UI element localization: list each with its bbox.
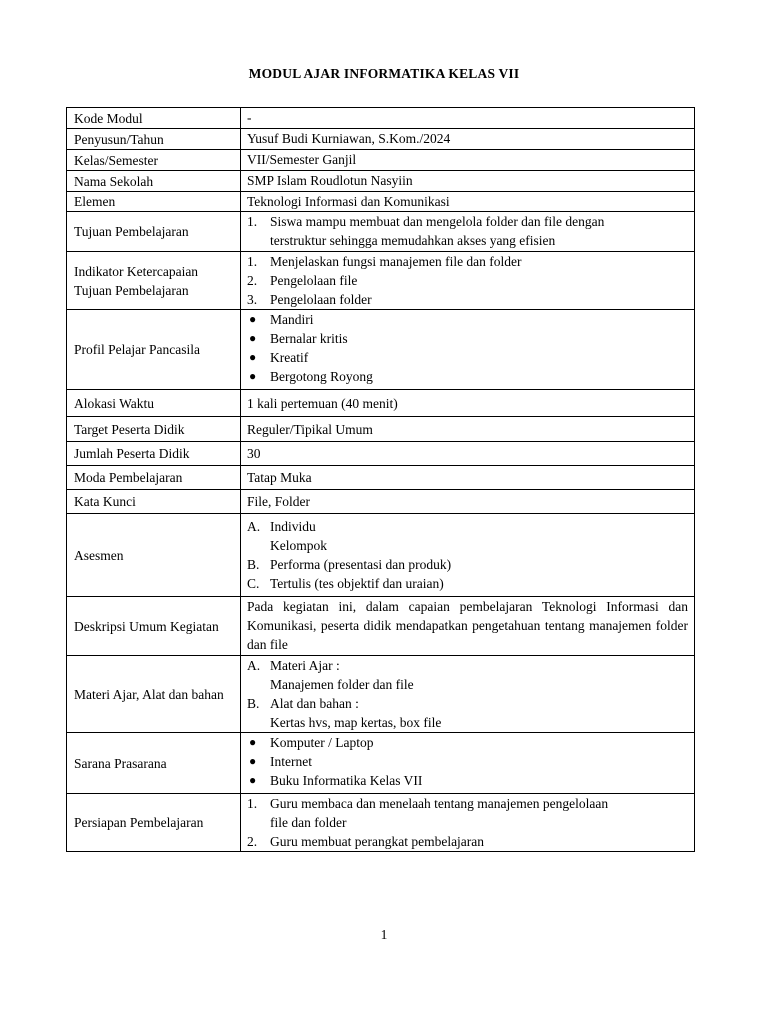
row-value: Tatap Muka	[241, 466, 695, 490]
module-table	[66, 107, 695, 852]
list-item	[247, 771, 688, 790]
list-item-text: Komputer / Laptop	[270, 735, 374, 750]
list-item	[247, 252, 688, 271]
row-value: Teknologi Informasi dan Komunikasi	[241, 192, 695, 212]
list-item-text: Performa (presentasi dan produk)	[270, 557, 452, 572]
table-row	[67, 390, 695, 417]
row-value	[241, 212, 695, 252]
list-item-text: Pengelolaan folder	[270, 292, 372, 307]
lettered-list	[247, 517, 688, 593]
list-marker: A.	[247, 519, 261, 534]
list-item	[247, 694, 688, 732]
list-item	[247, 212, 688, 250]
row-label: Asesmen	[67, 514, 241, 597]
list-marker: B.	[247, 557, 260, 572]
row-label: Alokasi Waktu	[67, 390, 241, 417]
row-value: Reguler/Tipikal Umum	[241, 417, 695, 442]
list-item-text: Alat dan bahan :	[270, 696, 359, 711]
row-label: Persiapan Pembelajaran	[67, 794, 241, 852]
bullet-icon: ●	[249, 773, 257, 787]
list-marker: 2.	[247, 273, 258, 288]
row-label: Sarana Prasarana	[67, 733, 241, 794]
row-value: -	[241, 108, 695, 129]
table-row	[67, 794, 695, 852]
table-row	[67, 597, 695, 656]
list-marker: 2.	[247, 834, 258, 849]
table-row	[67, 417, 695, 442]
list-item-text-cont: terstruktur sehingga memudahkan akses yang efisien	[270, 233, 556, 248]
bullet-list	[247, 733, 688, 790]
bullet-icon: ●	[249, 735, 257, 749]
row-value	[241, 733, 695, 794]
row-label: Indikator Ketercapaian Tujuan Pembelajaran	[67, 252, 241, 310]
bullet-icon: ●	[249, 331, 257, 345]
list-item	[247, 656, 688, 694]
row-label: Target Peserta Didik	[67, 417, 241, 442]
lettered-list	[247, 656, 688, 732]
list-item	[247, 271, 688, 290]
list-item-text-cont: Kertas hvs, map kertas, box file	[270, 715, 442, 730]
list-item	[247, 794, 688, 832]
row-label: Jumlah Peserta Didik	[67, 442, 241, 466]
numbered-list	[247, 794, 688, 851]
numbered-list	[247, 212, 688, 250]
list-item-text-cont: Manajemen folder dan file	[270, 677, 414, 692]
table-row	[67, 252, 695, 310]
list-item	[247, 733, 688, 752]
row-label: Kelas/Semester	[67, 150, 241, 171]
list-item	[247, 832, 688, 851]
row-label: Tujuan Pembelajaran	[67, 212, 241, 252]
list-marker: C.	[247, 576, 260, 591]
list-item-text: Guru membuat perangkat pembelajaran	[270, 834, 485, 849]
list-item	[247, 367, 688, 386]
row-value: File, Folder	[241, 490, 695, 514]
row-value	[241, 252, 695, 310]
table-row	[67, 656, 695, 733]
table-row	[67, 171, 695, 192]
bullet-icon: ●	[249, 312, 257, 326]
table-row	[67, 150, 695, 171]
list-item-text: Internet	[270, 754, 312, 769]
list-item-text: Bernalar kritis	[270, 331, 348, 346]
list-item-text: Individu	[270, 519, 316, 534]
list-item	[247, 329, 688, 348]
list-item-text: Menjelaskan fungsi manajemen file dan folder	[270, 254, 522, 269]
row-label: Profil Pelajar Pancasila	[67, 310, 241, 390]
bullet-icon: ●	[249, 754, 257, 768]
row-value: Pada kegiatan ini, dalam capaian pembelajaran Teknologi Informasi dan Komunikasi, peserta didik mendapatkan pengetahuan tentang manajemen folder dan file	[241, 597, 695, 656]
row-value: Yusuf Budi Kurniawan, S.Kom./2024	[241, 129, 695, 150]
table-row	[67, 733, 695, 794]
row-value	[241, 310, 695, 390]
row-value: 30	[241, 442, 695, 466]
list-marker: B.	[247, 696, 260, 711]
row-value: VII/Semester Ganjil	[241, 150, 695, 171]
list-marker: 1.	[247, 796, 258, 811]
list-marker: 1.	[247, 254, 258, 269]
row-value	[241, 794, 695, 852]
page-number: 1	[380, 927, 388, 942]
row-label: Nama Sekolah	[67, 171, 241, 192]
row-label: Moda Pembelajaran	[67, 466, 241, 490]
row-label: Kode Modul	[67, 108, 241, 129]
table-row	[67, 108, 695, 129]
list-item-text: Kreatif	[270, 350, 309, 365]
list-item-text-cont: file dan folder	[270, 815, 347, 830]
table-row	[67, 212, 695, 252]
row-label: Deskripsi Umum Kegiatan	[67, 597, 241, 656]
table-row	[67, 490, 695, 514]
numbered-list	[247, 252, 688, 309]
list-item	[247, 517, 688, 555]
list-item-text: Tertulis (tes objektif dan uraian)	[270, 576, 444, 591]
list-item	[247, 555, 688, 574]
row-label: Kata Kunci	[67, 490, 241, 514]
row-value: 1 kali pertemuan (40 menit)	[241, 390, 695, 417]
bullet-icon: ●	[249, 369, 257, 383]
list-item	[247, 574, 688, 593]
bullet-icon: ●	[249, 350, 257, 364]
table-row	[67, 442, 695, 466]
table-row	[67, 310, 695, 390]
list-item-text: Buku Informatika Kelas VII	[270, 773, 423, 788]
row-label: Elemen	[67, 192, 241, 212]
list-marker: 3.	[247, 292, 258, 307]
table-row	[67, 466, 695, 490]
row-value: SMP Islam Roudlotun Nasyiin	[241, 171, 695, 192]
list-item	[247, 348, 688, 367]
table-row	[67, 192, 695, 212]
table-row	[67, 514, 695, 597]
list-item-text: Pengelolaan file	[270, 273, 358, 288]
list-item-text: Mandiri	[270, 312, 314, 327]
list-item	[247, 290, 688, 309]
row-label: Materi Ajar, Alat dan bahan	[67, 656, 241, 733]
row-label: Penyusun/Tahun	[67, 129, 241, 150]
list-item-text: Materi Ajar :	[270, 658, 340, 673]
list-item	[247, 752, 688, 771]
list-marker: 1.	[247, 214, 258, 229]
list-item-text: Bergotong Royong	[270, 369, 373, 384]
document-title: MODUL AJAR INFORMATIKA KELAS VII	[248, 66, 520, 81]
bullet-list	[247, 310, 688, 386]
list-item	[247, 310, 688, 329]
table-row	[67, 129, 695, 150]
list-item-text: Siswa mampu membuat dan mengelola folder dan file dengan	[270, 214, 605, 229]
row-value	[241, 656, 695, 733]
list-item-text: Guru membaca dan menelaah tentang manajemen pengelolaan	[270, 796, 609, 811]
list-item-text-cont: Kelompok	[270, 538, 327, 553]
row-value	[241, 514, 695, 597]
list-marker: A.	[247, 658, 261, 673]
